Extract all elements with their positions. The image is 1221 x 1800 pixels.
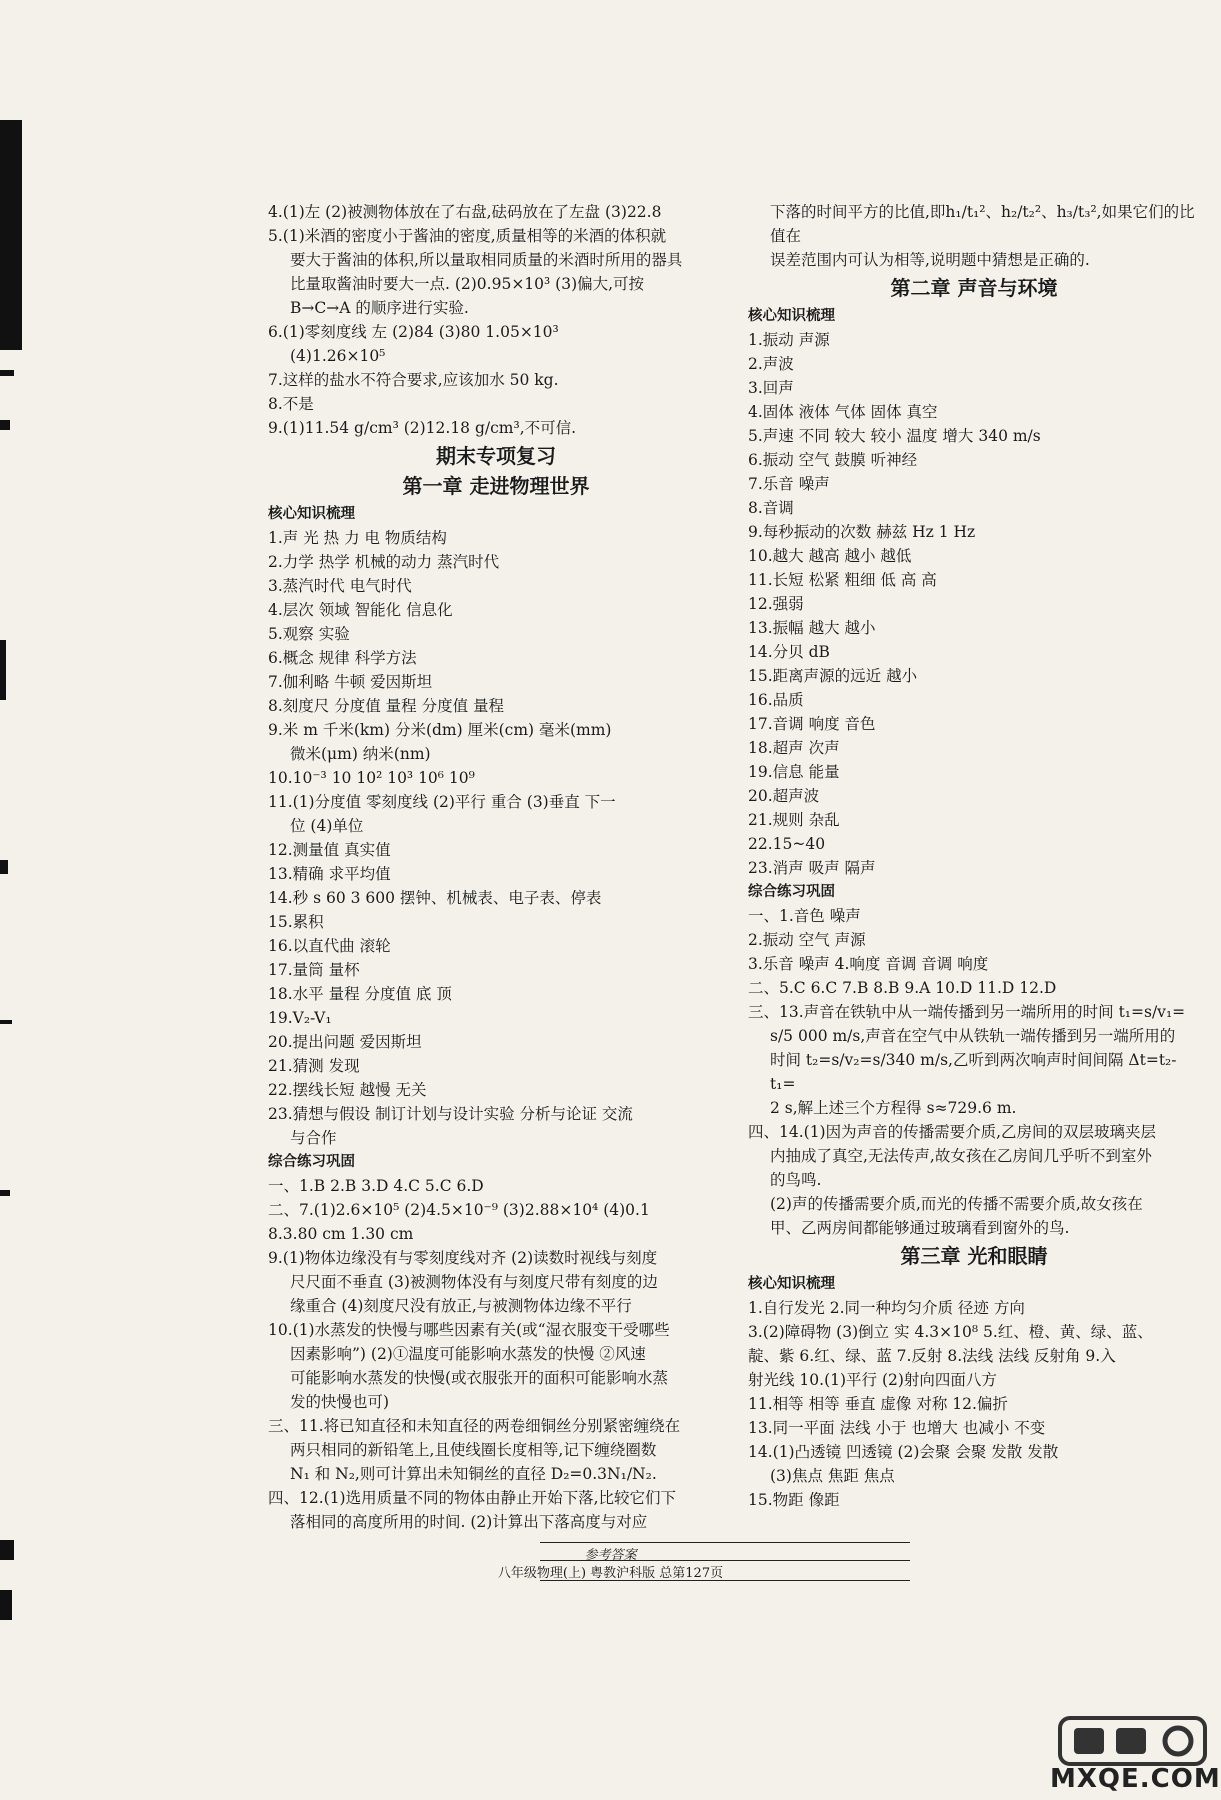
answer-line: 10.10⁻³ 10 10² 10³ 10⁶ 10⁹ bbox=[268, 769, 475, 787]
answer-line: 11.(1)分度值 零刻度线 (2)平行 重合 (3)垂直 下一 bbox=[268, 793, 616, 811]
answer-line: 4.层次 领域 智能化 信息化 bbox=[268, 601, 453, 619]
answer-line: 11.长短 松紧 粗细 低 高 高 bbox=[748, 571, 937, 589]
answer-line: 19.信息 能量 bbox=[748, 763, 840, 781]
answer-line: 7.乐音 噪声 bbox=[748, 475, 830, 493]
answer-continuation-line: 两只相同的新铅笔上,且使线圈长度相等,记下缠绕圈数 bbox=[290, 1441, 657, 1459]
answer-line: 2.力学 热学 机械的动力 蒸汽时代 bbox=[268, 553, 500, 571]
section-subheading: 核心知识梳理 bbox=[748, 308, 835, 324]
chapter-heading: 第二章 声音与环境 bbox=[890, 276, 1058, 300]
answer-line: 5.观察 实验 bbox=[268, 625, 350, 643]
section-subheading: 核心知识梳理 bbox=[268, 506, 355, 522]
answer-line: 三、13.声音在铁轨中从一端传播到另一端所用的时间 t₁=s/v₁= bbox=[748, 1003, 1186, 1021]
answer-continuation-line: 比量取酱油时要大一点. (2)0.95×10³ (3)偏大,可按 bbox=[290, 275, 645, 293]
answer-line: 21.规则 杂乱 bbox=[748, 811, 840, 829]
answer-continuation-line: (2)声的传播需要介质,而光的传播不需要介质,故女孩在 bbox=[770, 1195, 1143, 1213]
answer-continuation-line: 2 s,解上述三个方程得 s≈729.6 m. bbox=[770, 1099, 1017, 1117]
answer-line: 6.振动 空气 鼓膜 听神经 bbox=[748, 451, 918, 469]
answer-line: 22.摆线长短 越慢 无关 bbox=[268, 1081, 427, 1099]
answer-line: 4.固体 液体 气体 固体 真空 bbox=[748, 403, 938, 421]
answer-continuation-line: 落相同的高度所用的时间. (2)计算出下落高度与对应 bbox=[290, 1513, 648, 1531]
answer-line: 2.声波 bbox=[748, 355, 794, 373]
answer-continuation-line: 因素影响”) (2)①温度可能影响水蒸发的快慢 ②风速 bbox=[290, 1345, 646, 1363]
answer-line: 14.(1)凸透镜 凹透镜 (2)会聚 会聚 发散 发散 bbox=[748, 1443, 1059, 1461]
left-answer-column bbox=[268, 200, 724, 1534]
answer-continuation-line: 时间 t₂=s/v₂=s/340 m/s,乙听到两次响声时间间隔 Δt=t₂-t₁= bbox=[770, 1051, 1177, 1093]
chapter-heading: 第一章 走进物理世界 bbox=[402, 474, 590, 498]
answer-line: 6.(1)零刻度线 左 (2)84 (3)80 1.05×10³ bbox=[268, 323, 559, 341]
answer-line: 四、12.(1)选用质量不同的物体由静止开始下落,比较它们下 bbox=[268, 1489, 677, 1507]
section-subheading: 综合练习巩固 bbox=[748, 884, 835, 900]
answer-line: 23.猜想与假设 制订计划与设计实验 分析与论证 交流 bbox=[268, 1105, 633, 1123]
answer-continuation-line: 下落的时间平方的比值,即h₁/t₁²、h₂/t₂²、h₃/t₃²,如果它们的比值在 bbox=[770, 203, 1195, 245]
answer-line: 13.同一平面 法线 小于 也增大 也减小 不变 bbox=[748, 1419, 1046, 1437]
answer-line: 22.15~40 bbox=[748, 835, 826, 853]
site-watermark bbox=[1050, 1712, 1221, 1794]
answer-line: 9.米 m 千米(km) 分米(dm) 厘米(cm) 毫米(mm) bbox=[268, 721, 612, 739]
answer-continuation-line: 误差范围内可认为相等,说明题中猜想是正确的. bbox=[770, 251, 1090, 269]
answer-line: 19.V₂-V₁ bbox=[268, 1009, 332, 1027]
answer-line: 12.强弱 bbox=[748, 595, 804, 613]
answer-line: 9.(1)11.54 g/cm³ (2)12.18 g/cm³,不可信. bbox=[268, 419, 577, 437]
answer-line: 15.物距 像距 bbox=[748, 1491, 840, 1509]
answer-continuation-line: 要大于酱油的体积,所以量取相同质量的米酒时所用的器具 bbox=[290, 251, 683, 269]
answer-line: 20.超声波 bbox=[748, 787, 820, 805]
answer-line: 14.秒 s 60 3 600 摆钟、机械表、电子表、停表 bbox=[268, 889, 602, 907]
answer-line: 5.声速 不同 较大 较小 温度 增大 340 m/s bbox=[748, 427, 1041, 445]
answer-line: 21.猜测 发现 bbox=[268, 1057, 360, 1075]
answer-continuation-line: (4)1.26×10⁵ bbox=[290, 347, 386, 365]
answer-continuation-line: 尺尺面不垂直 (3)被测物体没有与刻度尺带有刻度的边 bbox=[290, 1273, 658, 1291]
answer-line: 18.超声 次声 bbox=[748, 739, 840, 757]
answer-line: 5.(1)米酒的密度小于酱油的密度,质量相等的米酒的体积就 bbox=[268, 227, 667, 245]
answer-continuation-line: 内抽成了真空,无法传声,故女孩在乙房间几乎听不到室外 bbox=[770, 1147, 1152, 1165]
answer-line: 3.回声 bbox=[748, 379, 794, 397]
answer-line: 7.伽利略 牛顿 爱因斯坦 bbox=[268, 673, 433, 691]
answer-line: 17.音调 响度 音色 bbox=[748, 715, 876, 733]
answer-line: 一、1.B 2.B 3.D 4.C 5.C 6.D bbox=[268, 1177, 484, 1195]
answer-line: 2.振动 空气 声源 bbox=[748, 931, 866, 949]
answer-continuation-line: (3)焦点 焦距 焦点 bbox=[770, 1467, 895, 1485]
answer-continuation-line: 发的快慢也可) bbox=[290, 1393, 390, 1411]
answer-line: 18.水平 量程 分度值 底 顶 bbox=[268, 985, 452, 1003]
answer-line: 二、5.C 6.C 7.B 8.B 9.A 10.D 11.D 12.D bbox=[748, 979, 1057, 997]
answer-line: 9.每秒振动的次数 赫兹 Hz 1 Hz bbox=[748, 523, 976, 541]
watermark-logo-icon bbox=[1050, 1712, 1215, 1768]
answer-line: 3.乐音 噪声 4.响度 音调 音调 响度 bbox=[748, 955, 989, 973]
answer-line: 一、1.音色 噪声 bbox=[748, 907, 861, 925]
answer-line: 7.这样的盐水不符合要求,应该加水 50 kg. bbox=[268, 371, 559, 389]
answer-line: 3.(2)障碍物 (3)倒立 实 4.3×10⁸ 5.红、橙、黄、绿、蓝、 bbox=[748, 1323, 1153, 1341]
page-footer bbox=[0, 1540, 1221, 1580]
answer-continuation-line: s/5 000 m/s,声音在空气中从铁轨一端传播到另一端所用的 bbox=[770, 1027, 1176, 1045]
answer-line: 11.相等 相等 垂直 虚像 对称 12.偏折 bbox=[748, 1395, 1008, 1413]
answer-line: 四、14.(1)因为声音的传播需要介质,乙房间的双层玻璃夹层 bbox=[748, 1123, 1157, 1141]
answer-line: 8.刻度尺 分度值 量程 分度值 量程 bbox=[268, 697, 504, 715]
answer-line: 8.不是 bbox=[268, 395, 314, 413]
answer-continuation-line: 与合作 bbox=[290, 1129, 337, 1147]
answer-continuation-line: 可能影响水蒸发的快慢(或衣服张开的面积可能影响水蒸 bbox=[290, 1369, 669, 1387]
answer-line: 15.距离声源的远近 越小 bbox=[748, 667, 918, 685]
right-answer-column bbox=[748, 200, 1200, 1512]
answer-line: 9.(1)物体边缘没有与零刻度线对齐 (2)读数时视线与刻度 bbox=[268, 1249, 658, 1267]
footer-rule-top bbox=[540, 1542, 910, 1543]
answer-continuation-line: 微米(μm) 纳米(nm) bbox=[290, 745, 431, 763]
answer-line: 射光线 10.(1)平行 (2)射向四面八方 bbox=[748, 1371, 997, 1389]
answer-continuation-line: N₁ 和 N₂,则可计算出未知铜丝的直径 D₂=0.3N₁/N₂. bbox=[290, 1465, 657, 1483]
section-subheading: 核心知识梳理 bbox=[748, 1276, 835, 1292]
answer-line: 4.(1)左 (2)被测物体放在了右盘,砝码放在了左盘 (3)22.8 bbox=[268, 203, 662, 221]
answer-line: 3.蒸汽时代 电气时代 bbox=[268, 577, 412, 595]
answer-line: 14.分贝 dB bbox=[748, 643, 830, 661]
answer-line: 8.音调 bbox=[748, 499, 794, 517]
answer-line: 12.测量值 真实值 bbox=[268, 841, 391, 859]
answer-line: 1.自行发光 2.同一种均匀介质 径迹 方向 bbox=[748, 1299, 1025, 1317]
answer-line: 13.振幅 越大 越小 bbox=[748, 619, 876, 637]
answer-continuation-line: 的鸟鸣. bbox=[770, 1171, 822, 1189]
answer-continuation-line: 位 (4)单位 bbox=[290, 817, 364, 835]
chapter-heading: 期末专项复习 bbox=[436, 444, 556, 468]
watermark-text: MXQE.COM bbox=[1050, 1764, 1221, 1794]
section-subheading: 综合练习巩固 bbox=[268, 1154, 355, 1170]
answer-line: 23.消声 吸声 隔声 bbox=[748, 859, 876, 877]
footer-answer-label: 参考答案 bbox=[584, 1548, 637, 1563]
answer-line: 10.(1)水蒸发的快慢与哪些因素有关(或“湿衣服变干受哪些 bbox=[268, 1321, 670, 1339]
answer-line: 8.3.80 cm 1.30 cm bbox=[268, 1225, 414, 1243]
answer-line: 17.量筒 量杯 bbox=[268, 961, 360, 979]
chapter-heading: 第三章 光和眼睛 bbox=[900, 1244, 1048, 1268]
answer-continuation-line: 缘重合 (4)刻度尺没有放正,与被测物体边缘不平行 bbox=[290, 1297, 632, 1315]
footer-rule-bottom bbox=[540, 1580, 910, 1581]
answer-line: 10.越大 越高 越小 越低 bbox=[748, 547, 912, 565]
answer-line: 6.概念 规律 科学方法 bbox=[268, 649, 417, 667]
answer-line: 16.以直代曲 滚轮 bbox=[268, 937, 391, 955]
answer-line: 15.累积 bbox=[268, 913, 324, 931]
answer-line: 16.品质 bbox=[748, 691, 804, 709]
footer-book-info: 八年级物理(上) 粤教沪科版 总第127页 bbox=[497, 1566, 724, 1581]
answer-line: 1.声 光 热 力 电 物质结构 bbox=[268, 529, 447, 547]
answer-line: 二、7.(1)2.6×10⁵ (2)4.5×10⁻⁹ (3)2.88×10⁴ (4)0.1 bbox=[268, 1201, 650, 1219]
footer-rule-middle bbox=[540, 1560, 910, 1561]
answer-continuation-line: 甲、乙两房间都能够通过玻璃看到窗外的鸟. bbox=[770, 1219, 1070, 1237]
scan-edge-artifact bbox=[0, 120, 22, 1620]
answer-continuation-line: B→C→A 的顺序进行实验. bbox=[290, 299, 469, 317]
answer-line: 13.精确 求平均值 bbox=[268, 865, 391, 883]
answer-line: 20.提出问题 爱因斯坦 bbox=[268, 1033, 422, 1051]
answer-line: 靛、紫 6.红、绿、蓝 7.反射 8.法线 法线 反射角 9.入 bbox=[748, 1347, 1116, 1365]
answer-line: 三、11.将已知直径和未知直径的两卷细铜丝分别紧密缠绕在 bbox=[268, 1417, 681, 1435]
answer-line: 1.振动 声源 bbox=[748, 331, 830, 349]
